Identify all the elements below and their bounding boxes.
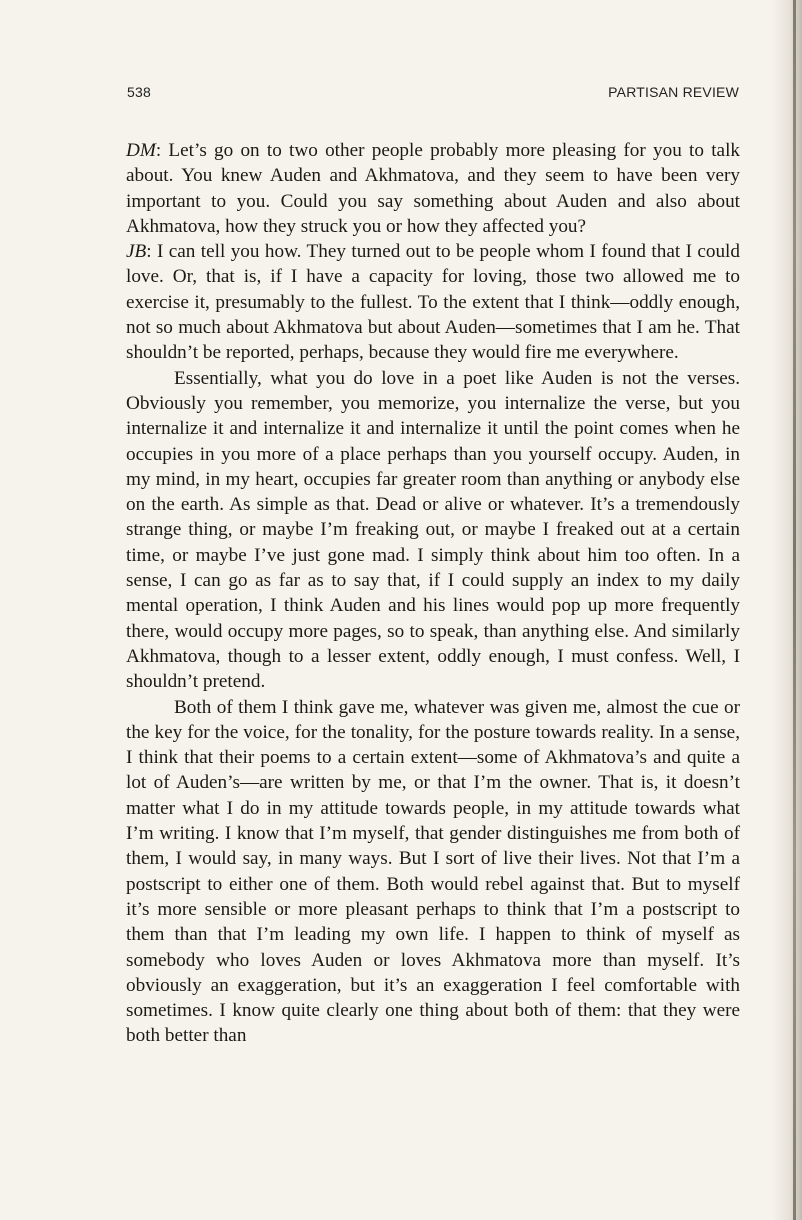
jb-answer-text-1: : I can tell you how. They turned out to be people whom I found that I could love. Or, that is, if I have a capacity for loving, those two allowed me to exercise it, presumably to the fullest. To the extent that I think—oddly enough, not so much about Akhmatova but about Auden—sometimes that I am he. That shouldn’t be reported, perhaps, because they would fire me everywhere. <box>126 241 740 364</box>
speaker-jb: JB <box>126 241 147 263</box>
dm-question-paragraph <box>126 138 740 239</box>
page-edge-shadow <box>772 0 802 1220</box>
body-text <box>126 138 740 1049</box>
jb-answer-paragraph-1 <box>126 239 740 365</box>
running-head <box>127 84 739 106</box>
binding-edge <box>793 0 796 1220</box>
jb-answer-paragraph-2: Essentially, what you do love in a poet like Auden is not the verses. Obviously you remember, you memorize, you internalize the verse, but you internalize it and internalize it and internalize it until the point comes when he occupies in you more of a place perhaps than you yourself occupy. Auden, in my mind, in my heart, occupies far greater room than anything or anybody else on the earth. As simple as that. Dead or alive or whatever. It’s a tremendously strange thing, or maybe I’m freaking out, or maybe I freaked out at a certain time, or maybe I’ve just gone mad. I simply think about him too often. In a sense, I can go as far as to say that, if I could supply an index to my daily mental operation, I think Auden and his lines would pop up more frequently there, would occupy more pages, so to speak, than anything else. And similarly Akhmatova, though to a lesser extent, oddly enough, I must confess. Well, I shouldn’t pretend. <box>126 367 740 693</box>
page-number: 538 <box>127 84 151 100</box>
dm-question-text: : Let’s go on to two other people probably more pleasing for you to talk about. You knew Auden and Akhmatova, and they seem to have been very important to you. Could you say something about Auden and also about Akhmatova, how they struck you or how they affected you? <box>126 140 740 237</box>
speaker-dm: DM <box>126 140 156 161</box>
journal-title: PARTISAN REVIEW <box>608 84 739 100</box>
jb-answer-paragraph-3: Both of them I think gave me, whatever was given me, almost the cue or the key for the voice, for the tonality, for the posture towards reality. In a sense, I think that their poems to a certain extent—some of Akhmatova’s and quite a lot of Auden’s—are written by me, or that I’m the owner. That is, it doesn’t matter what I do in my attitude towards people, in my attitude towards what I’m writing. I know that I’m myself, that gender distinguishes me from both of them, I would say, in many ways. But I sort of live their lives. Not that I’m a postscript to either one of them. Both would rebel against that. But to myself it’s more sensible or more pleasant perhaps to think that I’m a postscript to them than that I’m leading my own life. I happen to think of myself as somebody who loves Auden or loves Akhmatova more than myself. It’s obviously an exaggeration, but it’s an exaggeration I feel comfortable with sometimes. I know quite clearly one thing about both of them: that they were both better than <box>126 696 740 1047</box>
